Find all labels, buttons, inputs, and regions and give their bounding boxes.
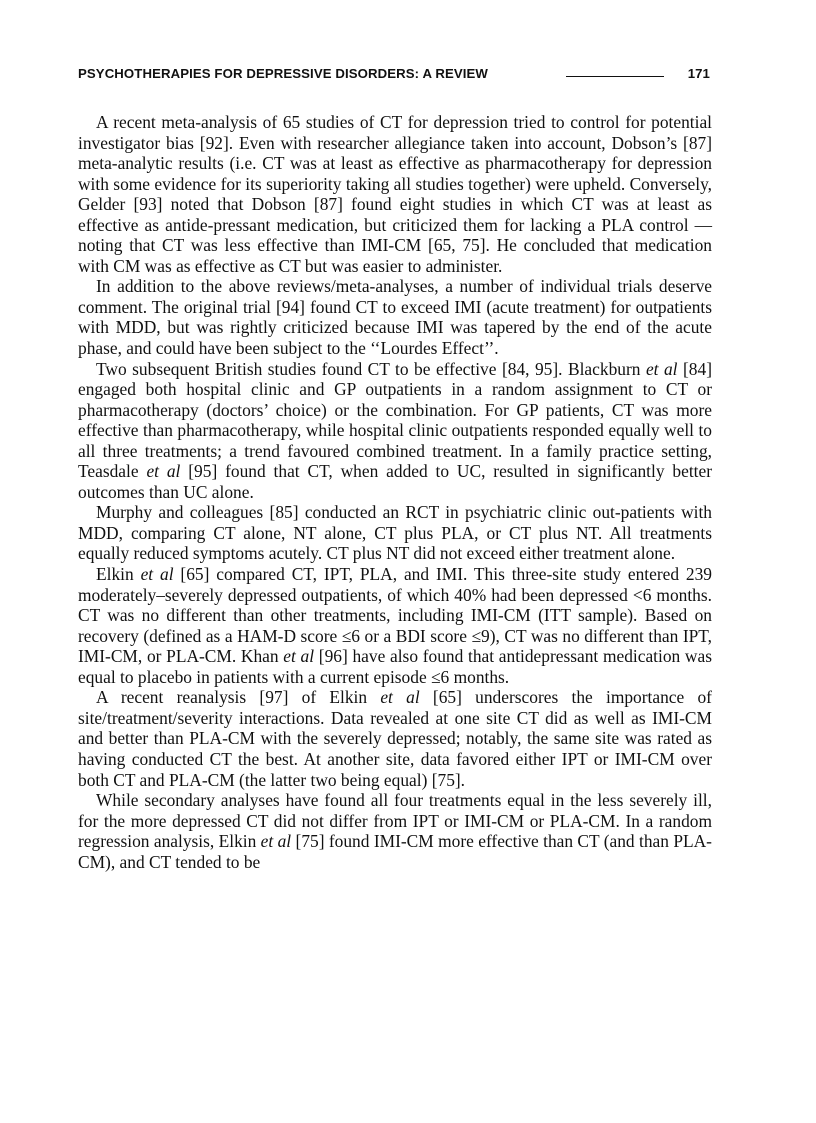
running-header xyxy=(78,66,712,86)
paragraph: Two subsequent British studies found CT to be effective [84, 95]. Blackburn et al [84] engaged both hospital clinic and GP outpatients in a random assignment to CT or pharmacotherapy (doctors’ choice) or the combination. For GP patients, CT was more effective than pharmacotherapy, while hospital clinic outpatients responded equally well to all three treatments; a trend favoured combined treatment. In a family practice setting, Teasdale et al [95] found that CT, when added to UC, resulted in significantly better outcomes than UC alone. xyxy=(78,358,712,502)
page-number: 171 xyxy=(687,66,710,81)
paragraph: In addition to the above reviews/meta-analyses, a number of individual trials deserve comment. The original trial [94] found CT to exceed IMI (acute treatment) for outpatients with MDD, but was rightly criticized because IMI was tapered by the end of the acute phase, and could have been subject to the ‘‘Lourdes Effect’’. xyxy=(78,276,712,359)
body-text xyxy=(78,112,712,872)
paragraph: A recent reanalysis [97] of Elkin et al [65] underscores the importance of site/treatment/severity interactions. Data revealed at one site CT did as well as IMI-CM and better than PLA-CM with the severely depressed; notably, the same site was rated as having conducted CT the best. At another site, data favored either IPT or IMI-CM over both CT and PLA-CM (the latter two being equal) [75]. xyxy=(78,687,712,790)
paragraph: A recent meta-analysis of 65 studies of CT for depression tried to control for potential investigator bias [92]. Even with researcher allegiance taken into account, Dobson’s [87] meta-analytic results (i.e. CT was at least as effective as pharmacotherapy for depression with some evidence for its superiority taking all studies together) were upheld. Conversely, Gelder [93] noted that Dobson [87] found eight studies in which CT was at least as effective as antide-pressant medication, but criticized them for lacking a PLA control — noting that CT was less effective than IMI-CM [65, 75]. He concluded that medication with CM was as effective as CT but was easier to administer. xyxy=(78,112,712,276)
running-title: PSYCHOTHERAPIES FOR DEPRESSIVE DISORDERS: A REVIEW xyxy=(78,66,488,81)
paragraph: Murphy and colleagues [85] conducted an RCT in psychiatric clinic out-patients with MDD, comparing CT alone, NT alone, CT plus PLA, or CT plus NT. All treatments equally reduced symptoms acutely. CT plus NT did not exceed either treatment alone. xyxy=(78,502,712,564)
paragraph: While secondary analyses have found all four treatments equal in the less severely ill, for the more depressed CT did not differ from IPT or IMI-CM or PLA-CM. In a random regression analysis, Elkin et al [75] found IMI-CM more effective than CT (and than PLA-CM), and CT tended to be xyxy=(78,790,712,872)
paragraph: Elkin et al [65] compared CT, IPT, PLA, and IMI. This three-site study entered 239 moderately–severely depressed outpatients, of which 40% had been depressed <6 months. CT was no different than other treatments, including IMI-CM (ITT sample). Based on recovery (defined as a HAM-D score ≤6 or a BDI score ≤9), CT was no different than IPT, IMI-CM, or PLA-CM. Khan et al [96] have also found that antidepressant medication was equal to placebo in patients with a current episode ≤6 months. xyxy=(78,564,712,687)
header-rule xyxy=(566,76,664,77)
